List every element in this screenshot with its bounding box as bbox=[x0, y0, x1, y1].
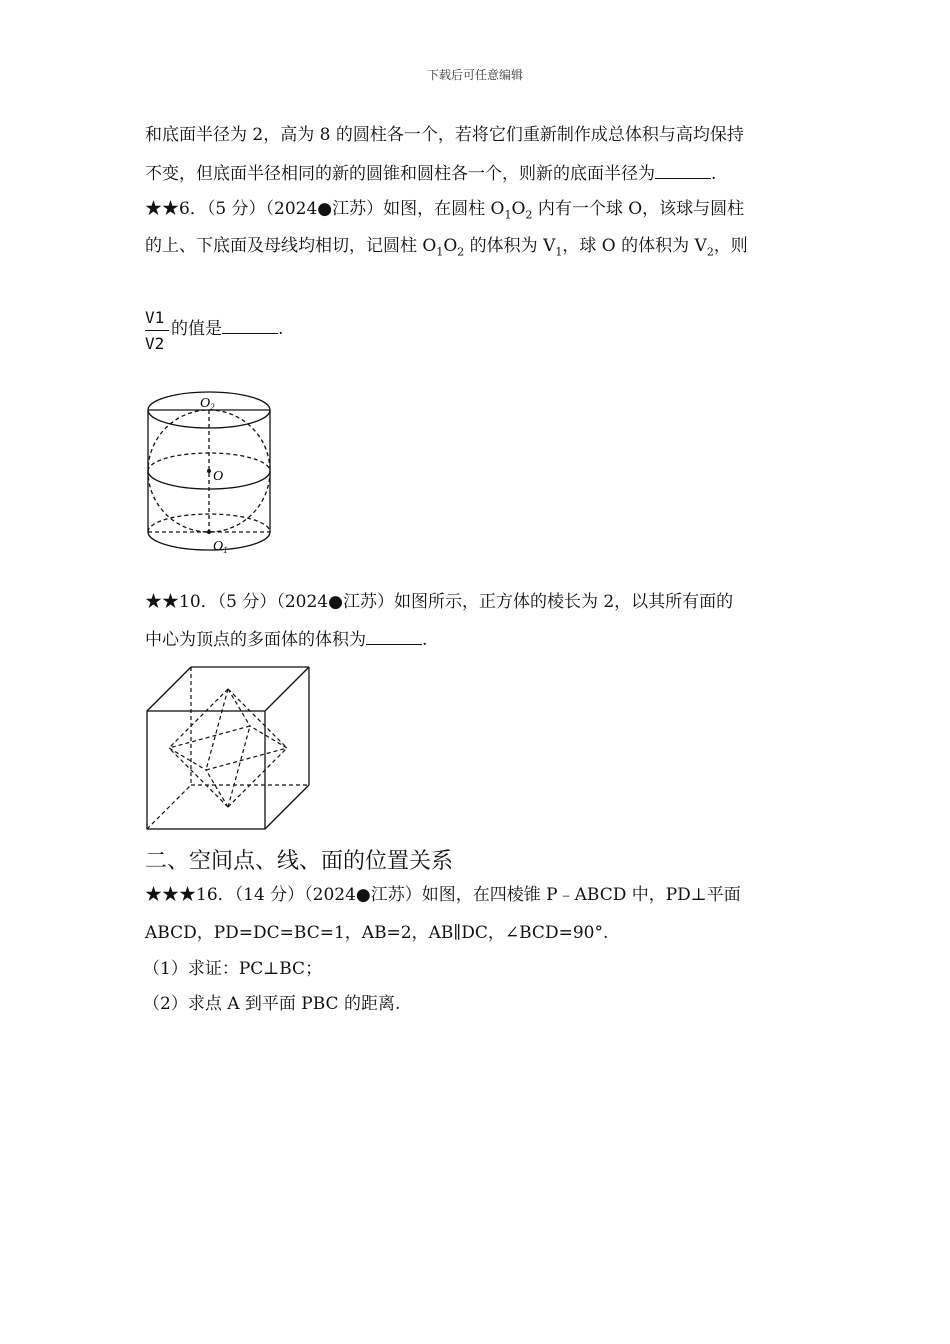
q10-text: 中心为顶点的多面体的体积为 bbox=[145, 630, 366, 650]
cylinder-bottom-front bbox=[148, 532, 270, 550]
q6-text-g: ，球 O 的体积为 V bbox=[562, 236, 707, 256]
cube-edge bbox=[265, 667, 309, 711]
q6-text-f: 的体积为 V bbox=[464, 236, 556, 256]
q5-line-1: 和底面半径为 2，高为 8 的圆柱各一个，若将它们重新制作成总体积与高均保持 bbox=[145, 125, 744, 145]
q6-sub-4: 2 bbox=[457, 245, 465, 259]
octahedron-edge bbox=[169, 689, 228, 748]
fraction-denominator: V2 bbox=[145, 334, 165, 353]
q6-sub-1: 1 bbox=[504, 208, 512, 222]
q5-line-2 bbox=[145, 162, 716, 185]
label-o2: $O_2$ bbox=[200, 396, 215, 412]
q6-sub-3: 1 bbox=[436, 245, 444, 259]
q6-sub-5: 1 bbox=[555, 245, 563, 259]
q6-sub-2: 2 bbox=[525, 208, 533, 222]
bottom-center-point bbox=[207, 530, 211, 534]
octahedron-edge bbox=[206, 748, 287, 770]
cylinder-sphere-figure bbox=[140, 380, 280, 565]
q6-frac-end: . bbox=[278, 319, 284, 339]
q6-line-1 bbox=[145, 198, 744, 226]
q16-part-1: （1）求证：PC⊥BC； bbox=[143, 959, 323, 979]
q6-text-d: 的上、下底面及母线均相切，记圆柱 O bbox=[145, 236, 437, 256]
q6-line-2 bbox=[145, 235, 748, 263]
q16-line-2: ABCD，PD=DC=BC=1，AB=2，AB∥DC，∠BCD=90°. bbox=[145, 923, 609, 943]
octahedron-edge bbox=[206, 770, 228, 807]
q16-line-1: ★★★16．（14 分）（2024●江苏）如图，在四棱锥 P﹣ABCD 中，PD⊥平面 bbox=[145, 885, 741, 905]
cube-octahedron-figure bbox=[140, 660, 320, 835]
fraction-numerator: V1 bbox=[145, 308, 165, 327]
q6-sub-6: 2 bbox=[706, 245, 714, 259]
q6-text-b: O bbox=[511, 199, 526, 219]
label-o1: $O_1$ bbox=[213, 539, 228, 555]
q6-text-h: ，则 bbox=[713, 236, 748, 256]
q16-part-2: （2）求点 A 到平面 PBC 的距离. bbox=[143, 994, 401, 1014]
octahedron-edge bbox=[228, 748, 287, 807]
q6-text-e: O bbox=[443, 236, 458, 256]
q6-text-a: ★★6．（5 分）（2024●江苏）如图，在圆柱 O bbox=[145, 199, 505, 219]
q6-frac-rest: 的值是 bbox=[171, 319, 222, 339]
octahedron-edge bbox=[206, 689, 228, 770]
q5-line-2-text: 不变，但底面半径相同的新的圆锥和圆柱各一个，则新的底面半径为 bbox=[145, 164, 655, 184]
octahedron-edge bbox=[228, 726, 250, 807]
cube-edge bbox=[147, 667, 191, 711]
answer-blank bbox=[366, 628, 422, 645]
cube-edge bbox=[265, 785, 309, 829]
octahedron-edge bbox=[228, 689, 250, 726]
label-o: O bbox=[213, 469, 224, 484]
fraction-bar bbox=[145, 330, 169, 331]
page-header: 下载后可任意编辑 bbox=[426, 68, 523, 82]
octahedron-edge bbox=[169, 726, 250, 748]
q5-line-2-end: . bbox=[711, 164, 717, 184]
center-point bbox=[207, 469, 211, 473]
q6-text-c: 内有一个球 O，该球与圆柱 bbox=[532, 199, 745, 219]
q10-end: . bbox=[422, 630, 428, 650]
section-title: 二、空间点、线、面的位置关系 bbox=[145, 849, 454, 874]
answer-blank bbox=[222, 317, 278, 334]
q10-line-2 bbox=[145, 628, 427, 651]
answer-blank bbox=[655, 162, 711, 179]
q10-line-1: ★★10．（5 分）（2024●江苏）如图所示，正方体的棱长为 2，以其所有面的 bbox=[145, 592, 734, 612]
fraction-trailing-text bbox=[171, 314, 283, 339]
hidden-edge bbox=[147, 785, 191, 829]
